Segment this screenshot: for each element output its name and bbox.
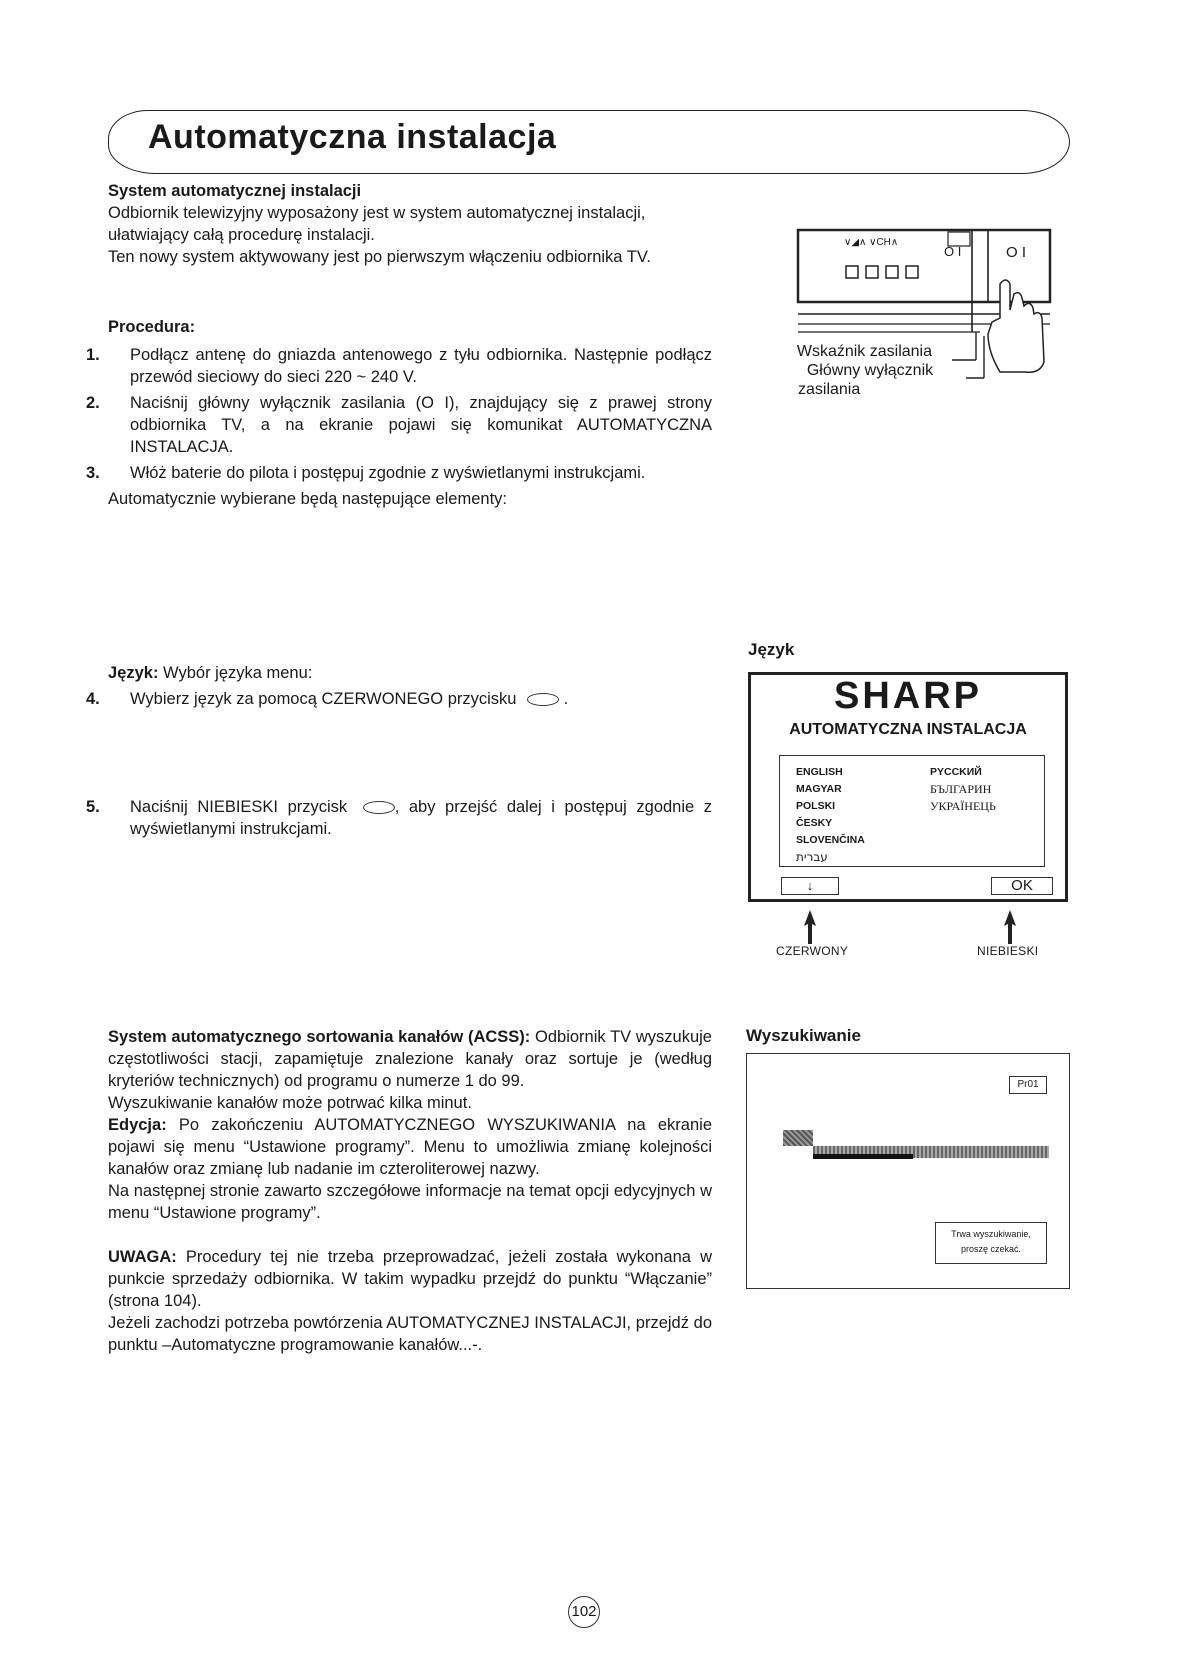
intro-line: Odbiornik telewizyjny wyposażony jest w system automatycznej instalacji,: [108, 204, 646, 222]
language-option[interactable]: MAGYAR: [796, 783, 842, 795]
blue-arrow-icon: [1000, 910, 1020, 944]
language-list: [779, 755, 1045, 867]
wait-line: Trwa wyszukiwanie,: [951, 1229, 1031, 1239]
edit-paragraph: [108, 1114, 712, 1180]
intro-heading: System automatycznej instalacji: [108, 182, 362, 200]
edit-heading: Edycja:: [108, 1116, 167, 1134]
page-number: 102: [568, 1596, 600, 1628]
red-button-label: CZERWONY: [776, 944, 849, 958]
procedure-step: [86, 796, 712, 840]
language-intro-label: Język:: [108, 664, 159, 682]
main-switch-caption-line2: zasilania: [798, 381, 861, 398]
language-option[interactable]: БЪЛГАРИН: [930, 782, 992, 796]
procedure-step: [86, 392, 712, 458]
power-indicator-symbol: O I: [1006, 244, 1027, 261]
language-step-4: 4. Wybierz język za pomocą CZERWONEGO przycisku .: [86, 690, 569, 708]
step-text: Podłącz antenę do gniazda antenowego z tyłu odbiornika. Następnie podłącz przewód sieciowy do sieci 220 ~ 240 V.: [130, 346, 712, 386]
red-arrow-icon: [800, 910, 820, 944]
procedure-note: Automatycznie wybierane będą następujące elementy:: [108, 490, 507, 508]
step-number: 5.: [86, 798, 100, 816]
step-number: 2.: [86, 394, 100, 412]
language-column-left: [796, 764, 865, 866]
acss-paragraph: [108, 1026, 712, 1092]
acss-section: [108, 1026, 712, 1356]
edit-text: Po zakończeniu AUTOMATYCZNEGO WYSZUKIWANIA na ekranie pojawi się menu “Ustawione programy”. Menu to umożliwia zmianę kolejności kanałów oraz zmianę lub nadanie im czteroliterowej nazwy.: [108, 1116, 712, 1178]
power-switch-symbol: O I: [944, 244, 962, 259]
step-text-continued: , aby przejść dalej i postępuj zgodnie z wyświetlanymi instrukcjami.: [130, 798, 712, 838]
step-text: Włóż baterie do pilota i postępuj zgodnie z wyświetlanymi instrukcjami.: [130, 464, 646, 482]
acss-text: Odbiornik TV wyszukuje częstotliwości stacji, zapamiętuje znalezione kanały oraz sortuje je (według kryteriów technicznych) od programu o numerze 1 do 99.: [108, 1028, 712, 1090]
language-menu-subtitle: AUTOMATYCZNA INSTALACJA: [789, 721, 1027, 738]
edit-more: Na następnej stronie zawarto szczegółowe informacje na temat opcji edycyjnych w menu “Ustawione programy”.: [108, 1182, 712, 1222]
language-menu-caption: Język: [748, 640, 795, 659]
procedure-step: [86, 462, 712, 484]
language-intro: [108, 662, 712, 684]
blue-button-label: NIEBIESKI: [977, 944, 1039, 958]
step-number: 1.: [86, 346, 100, 364]
language-option[interactable]: ENGLISH: [796, 766, 843, 778]
language-option[interactable]: POLSKI: [796, 800, 836, 812]
step-text: Naciśnij NIEBIESKI przycisk: [130, 798, 348, 816]
power-indicator-caption: Wskaźnik zasilania: [796, 343, 932, 360]
ok-button[interactable]: OK: [991, 877, 1053, 895]
sharp-logo: SHARP: [833, 675, 983, 717]
note-paragraph: [108, 1246, 712, 1312]
search-wait-message: [935, 1222, 1047, 1264]
step-number: 3.: [86, 464, 100, 482]
note-text: Procedury tej nie trzeba przeprowadzać, jeżeli została wykonana w punkcie sprzedaży odbiornika. W takim wypadku przejdź do punktu “Włączanie” (strona 104).: [108, 1248, 712, 1310]
channel-buttons-label: ∨◢∧ ∨CH∧: [844, 237, 899, 248]
page-title: Automatyczna instalacja: [148, 118, 557, 156]
procedure-heading: Procedura:: [108, 318, 196, 336]
procedure-section: [86, 316, 712, 510]
step-text: Naciśnij główny wyłącznik zasilania (O I), znajdujący się z prawej strony odbiornika TV, a na ekranie pojawi się komunikat AUTOMATYCZNA INSTALACJA.: [130, 394, 712, 456]
language-option[interactable]: ČESKY: [796, 817, 833, 829]
step-text: Wybierz język za pomocą CZERWONEGO przycisku: [130, 690, 517, 708]
intro-section: [108, 180, 712, 268]
intro-line: Ten nowy system aktywowany jest po pierwszym włączeniu odbiornika TV.: [108, 248, 651, 266]
language-section: [86, 662, 712, 714]
language-step-5: [86, 796, 712, 844]
main-switch-caption-line1: Główny wyłącznik: [806, 362, 934, 379]
language-menu-screen: [748, 672, 1068, 902]
note-heading: UWAGA:: [108, 1248, 177, 1266]
procedure-step: [86, 344, 712, 388]
language-column-right: [930, 764, 996, 815]
language-option[interactable]: PYCCKИЙ: [930, 766, 982, 778]
down-arrow-button[interactable]: ↓: [781, 877, 839, 895]
acss-heading: System automatycznego sortowania kanałów (ACSS):: [108, 1028, 531, 1046]
language-intro-text: Wybór języka menu:: [158, 664, 313, 682]
search-progress-fill: [813, 1154, 913, 1159]
note-more: Jeżeli zachodzi potrzeba powtórzenia AUTOMATYCZNEJ INSTALACJI, przejdź do punktu –Automatyczne programowanie kanałów...-.: [108, 1314, 712, 1354]
step-number: 4.: [86, 690, 100, 708]
red-button-icon: [527, 693, 559, 706]
program-badge: Pr01: [1009, 1076, 1047, 1094]
search-panel-caption: Wyszukiwanie: [746, 1026, 861, 1045]
language-option[interactable]: SLOVENČINA: [796, 834, 865, 846]
progress-marker: [783, 1130, 813, 1146]
language-option[interactable]: УКРАЇНЕЦЬ: [930, 799, 996, 813]
wait-line: proszę czekać.: [960, 1244, 1022, 1254]
acss-duration: Wyszukiwanie kanałów może potrwać kilka minut.: [108, 1094, 472, 1112]
blue-button-icon: [363, 801, 395, 814]
intro-line: ułatwiający całą procedurę instalacji.: [108, 226, 375, 244]
search-screen: [746, 1053, 1070, 1289]
language-option[interactable]: עברית: [796, 850, 828, 864]
